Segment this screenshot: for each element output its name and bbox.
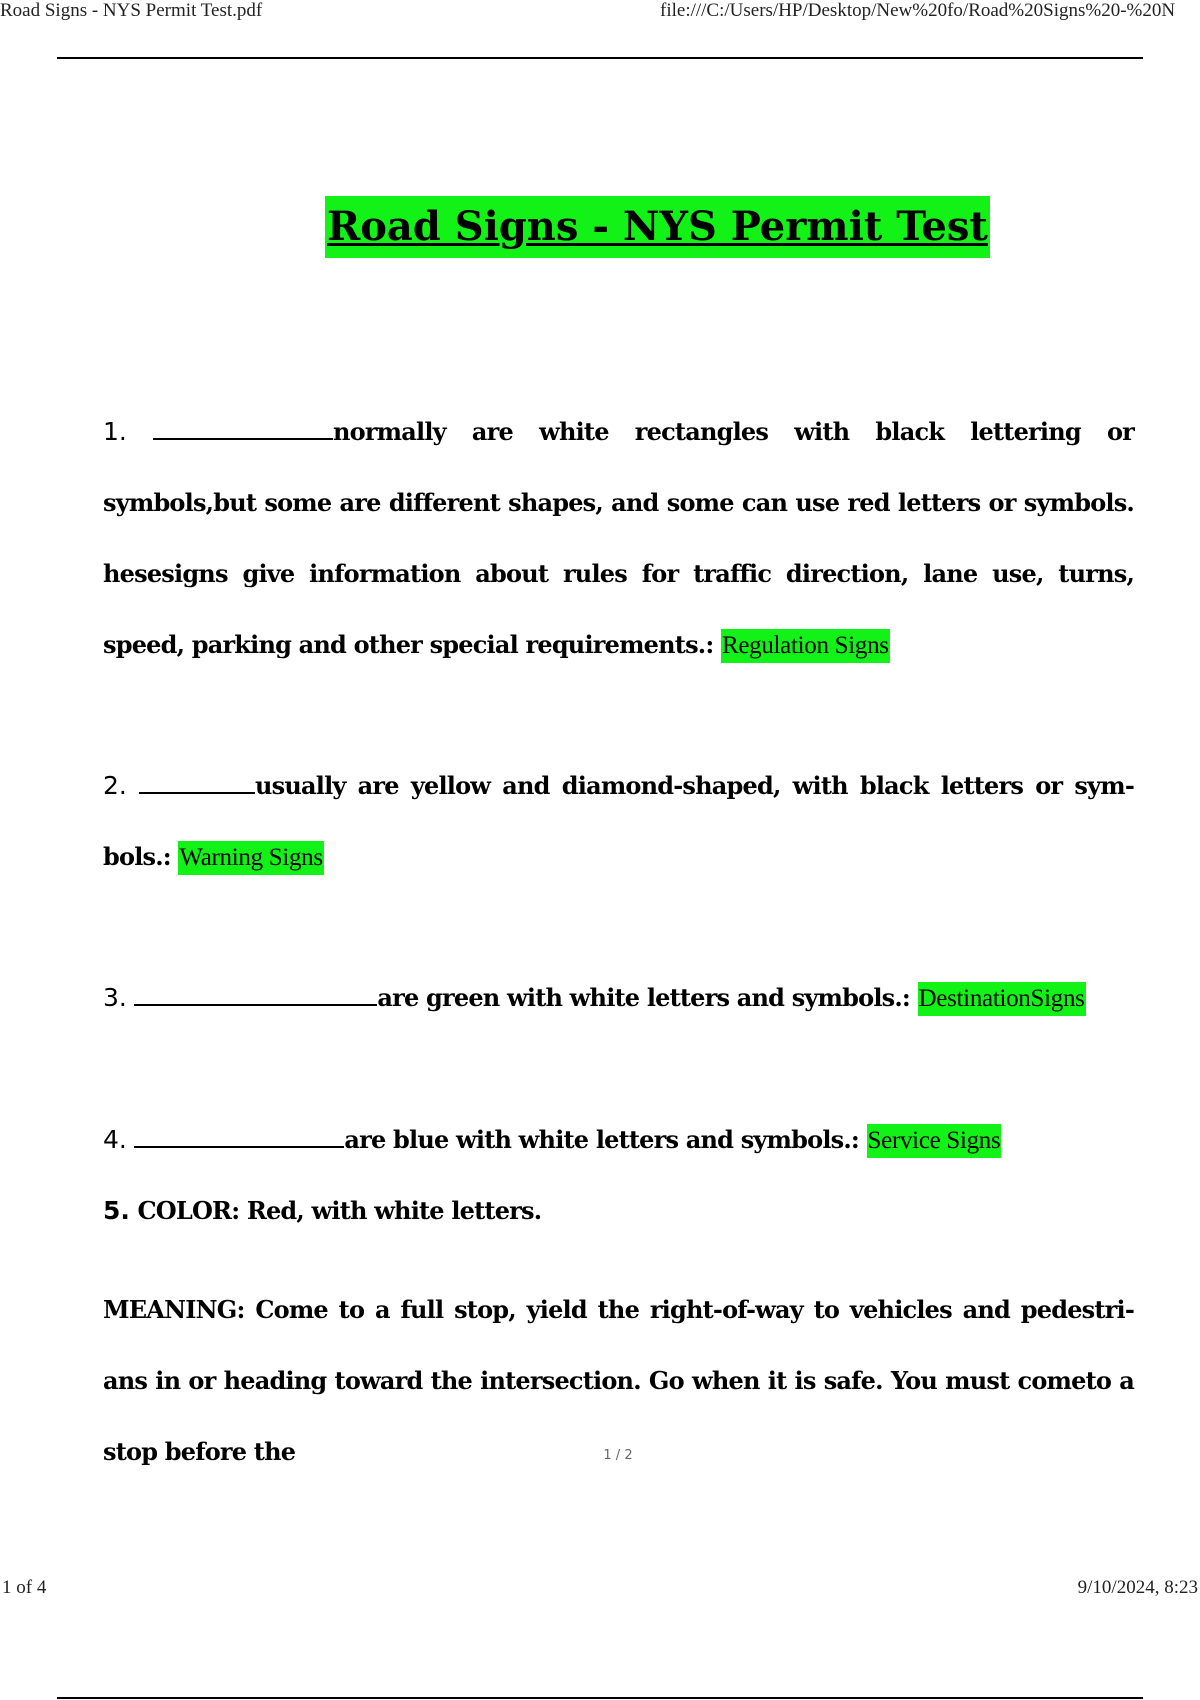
question-1 (103, 396, 1134, 681)
print-footer-page-count: 1 of 4 (2, 1577, 47, 1598)
question-text: usually are yellow and diamond-shaped, with black letters or sym- bols.: (103, 771, 1134, 871)
question-3 (103, 962, 1134, 1034)
question-text: COLOR: Red, with white letters. (137, 1196, 542, 1225)
question-number: 2. (103, 771, 127, 800)
answer-highlight: Service Signs (867, 1124, 1002, 1158)
page-title: Road Signs - NYS Permit Test (325, 196, 990, 258)
answer-highlight: DestinationSigns (918, 982, 1086, 1016)
question-number: 5. (103, 1196, 130, 1225)
question-text: normally are white rectangles with black lettering or symbols,but some are different shapes, and some can use red letters or symbols. hesesigns give information about rules for traffic direction, lane use, turns, speed, parking and other special requirements.: (103, 417, 1134, 659)
meaning-paragraph: MEANING: Come to a full stop, yield the right-of-way to vehicles and pedestri- ans in or heading toward the intersection. Go when it is safe. You must cometo a stop before the (103, 1295, 1134, 1466)
question-4 (103, 1104, 1134, 1176)
print-header-file-path: file:///C:/Users/HP/Desktop/New%20fo/Road%20Signs%20-%20N (660, 0, 1176, 21)
answer-highlight: Warning Signs (178, 841, 323, 875)
footer-divider (57, 1697, 1143, 1699)
question-text: are blue with white letters and symbols.: (344, 1125, 859, 1154)
page-indicator: 1 / 2 (603, 1448, 633, 1463)
answer-blank (134, 1128, 344, 1148)
print-footer-timestamp: 9/10/2024, 8:23 (1077, 1577, 1198, 1598)
answer-highlight: Regulation Signs (721, 629, 890, 663)
print-header-title: Road Signs - NYS Permit Test.pdf (0, 0, 263, 21)
answer-blank (153, 420, 333, 440)
answer-blank (134, 986, 377, 1006)
question-number: 1. (103, 417, 127, 446)
question-text: are green with white letters and symbols.: (377, 983, 910, 1012)
question-number: 3. (103, 983, 127, 1012)
answer-blank (139, 774, 255, 794)
question-number: 4. (103, 1125, 127, 1154)
header-divider (57, 57, 1143, 59)
question-5 (103, 1175, 1134, 1246)
question-2 (103, 750, 1134, 893)
